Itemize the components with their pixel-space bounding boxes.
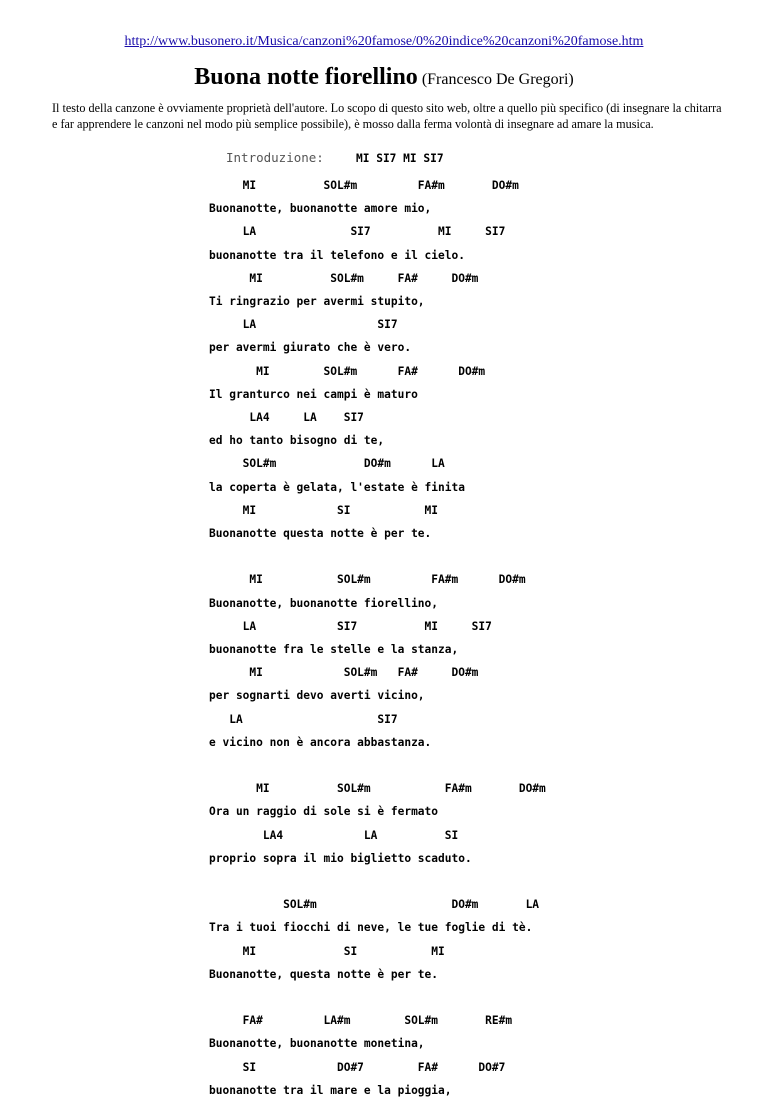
lyric-line: Il granturco nei campi è maturo (209, 387, 418, 401)
chord-line: MI SI MI (209, 944, 445, 958)
chord-line: MI SOL#m FA# DO#m (209, 666, 479, 680)
copyright-disclaimer: Il testo della canzone è ovviamente proprietà dell'autore. Lo scopo di questo sito web, oltre a quello più specifico (di insegnare la chitarra e far apprendere le canzoni nel modo più semplice possibile), è mosso dalla ferma volontà di insegnare ad amare la musica. (52, 101, 722, 131)
chord-line: LA SI7 (209, 712, 398, 726)
lyric-line: Buonanotte, buonanotte monetina, (209, 1037, 425, 1051)
lyric-line: buonanotte tra il telefono e il cielo. (209, 248, 465, 262)
chord-line: MI SOL#m FA#m DO#m (209, 782, 546, 796)
lyric-line: Buonanotte, buonanotte fiorellino, (209, 596, 439, 610)
lyric-line: per sognarti devo averti vicino, (209, 689, 425, 703)
lyric-line: Buonanotte, buonanotte amore mio, (209, 202, 432, 216)
chord-line: MI SOL#m FA# DO#m (209, 364, 486, 378)
chord-line: SOL#m DO#m LA (209, 457, 445, 471)
lyric-line: e vicino non è ancora abbastanza. (209, 735, 432, 749)
lyric-line: Tra i tuoi fiocchi di neve, le tue foglie di tè. (209, 921, 533, 935)
chord-line: LA SI7 MI SI7 (209, 619, 492, 633)
chord-line: SOL#m DO#m LA (209, 898, 540, 912)
lyric-line: per avermi giurato che è vero. (209, 341, 412, 355)
chord-line: FA# LA#m SOL#m RE#m (209, 1014, 513, 1028)
lyric-line: Buonanotte, questa notte è per te. (209, 967, 439, 981)
intro-chords: MI SI7 MI SI7 (356, 152, 444, 165)
chord-line: LA4 LA SI7 (209, 411, 364, 424)
chord-line: LA SI7 MI SI7 (209, 225, 506, 239)
lyric-line: la coperta è gelata, l'estate è finita (209, 480, 465, 494)
lyric-line: proprio sopra il mio biglietto scaduto. (209, 851, 472, 865)
chord-line: MI SOL#m FA# DO#m (209, 271, 479, 285)
intro-label: Introduzione: (226, 150, 324, 165)
chord-line: SI DO#7 FA# DO#7 (209, 1060, 506, 1074)
lyric-line: ed ho tanto bisogno di te, (209, 434, 385, 448)
song-author: (Francesco De Gregori) (421, 71, 574, 88)
lyric-line: Buonanotte questa notte è per te. (209, 527, 432, 540)
song-title: Buona notte fiorellino (194, 64, 418, 90)
chord-line: LA SI7 (209, 318, 398, 332)
chord-line: MI SOL#m FA#m DO#m (209, 573, 526, 587)
chord-line: MI SOL#m FA#m DO#m (209, 179, 519, 192)
lyric-line: Ti ringrazio per avermi stupito, (209, 295, 425, 308)
lyric-line: Ora un raggio di sole si è fermato (209, 805, 439, 819)
lyric-line: buonanotte fra le stelle e la stanza, (209, 643, 459, 656)
song-title-block (0, 64, 768, 91)
chord-line: MI SI MI (209, 503, 439, 517)
chord-line: LA4 LA SI (209, 828, 459, 842)
source-link[interactable]: http://www.busonero.it/Musica/canzoni%20famose/0%20indice%20canzoni%20famose.htm (124, 34, 644, 49)
lyric-line: buonanotte tra il mare e la pioggia, (209, 1083, 452, 1097)
